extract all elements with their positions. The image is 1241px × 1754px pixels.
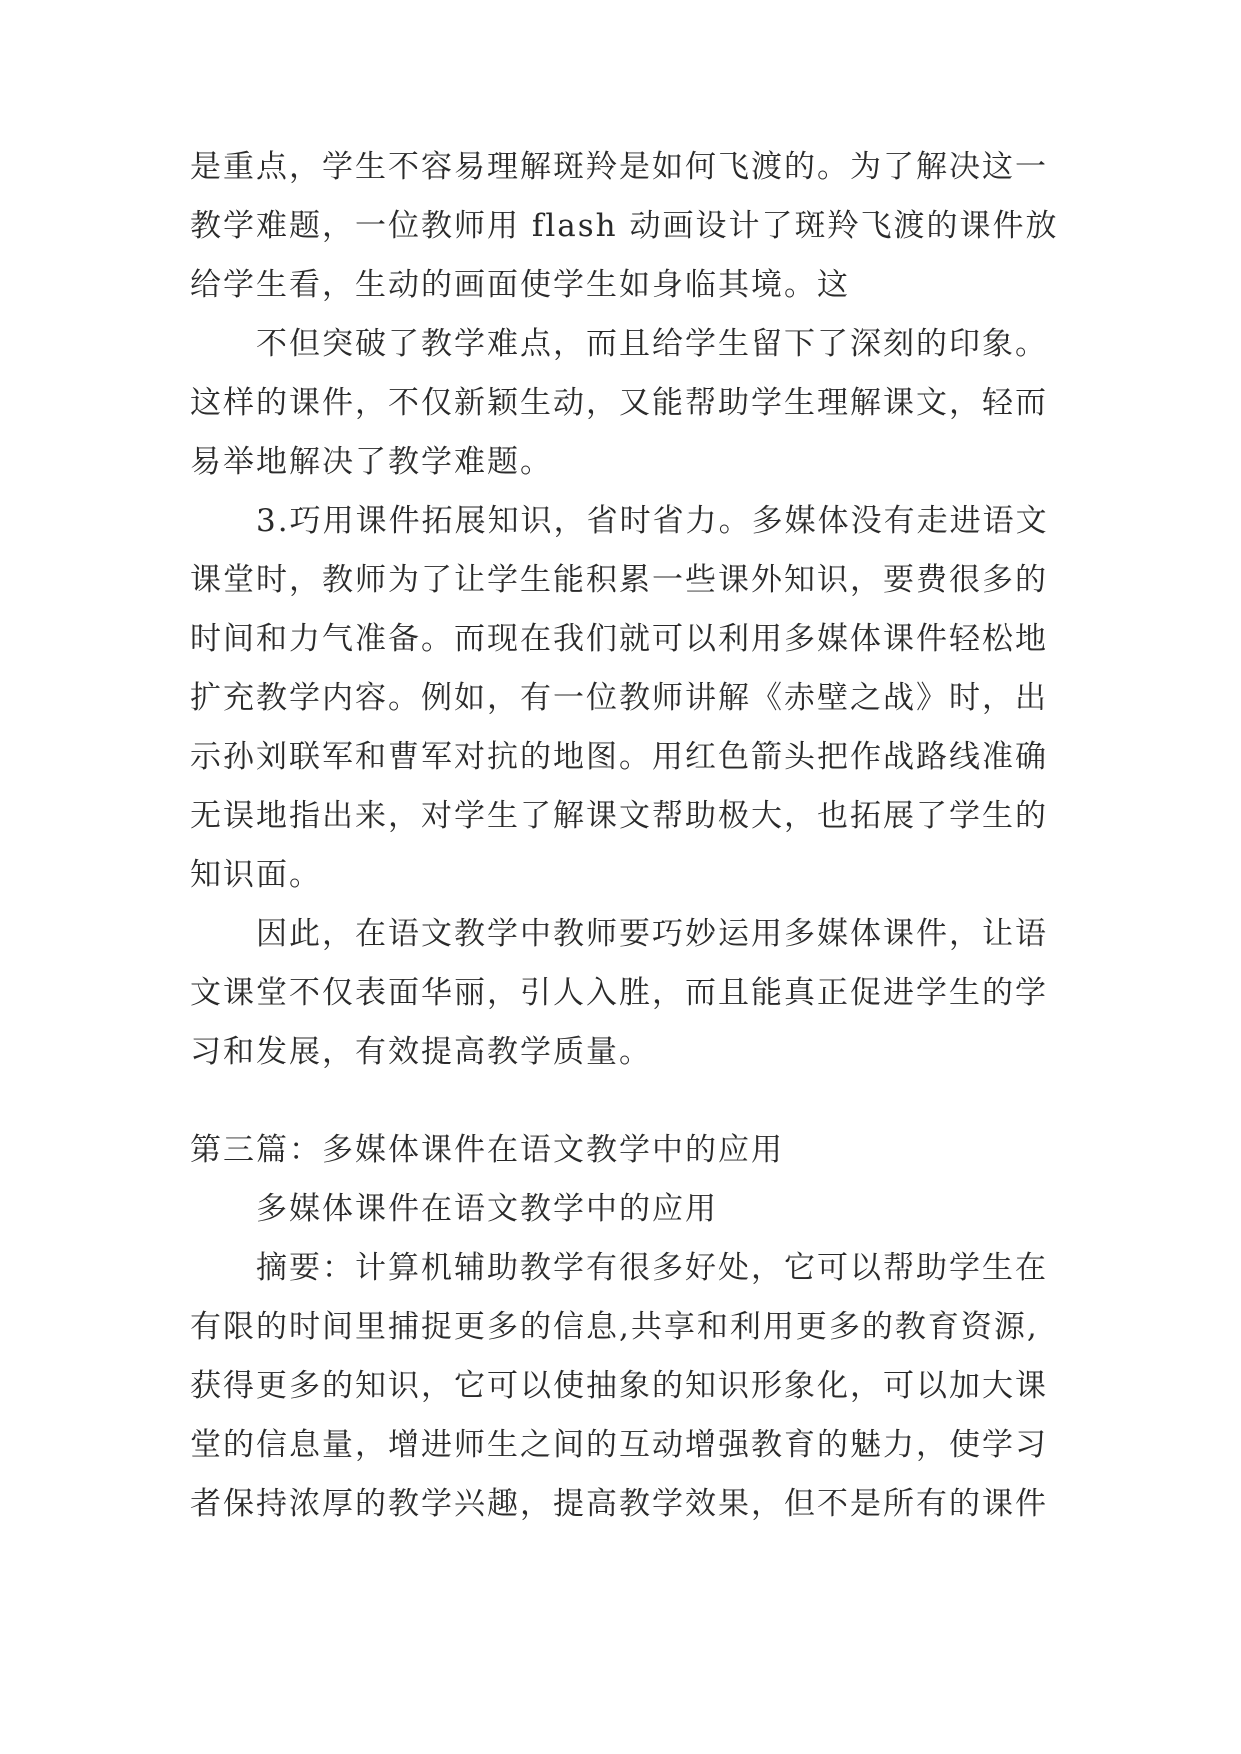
- text-line: 有限的时间里捕捉更多的信息,共享和利用更多的教育资源,: [190, 1309, 1039, 1345]
- paragraph-continuation: [190, 138, 1060, 315]
- text-line: 获得更多的知识，它可以使抽象的知识形象化，可以加大课: [190, 1368, 1048, 1404]
- text-line: 是重点，学生不容易理解斑羚是如何飞渡的。为了解决这一: [190, 149, 1048, 185]
- text-line: 因此，在语文教学中教师要巧妙运用多媒体课件，让语: [256, 916, 1048, 952]
- text-line: 课堂时，教师为了让学生能积累一些课外知识，要费很多的: [190, 562, 1048, 598]
- paragraph-abstract: [190, 1239, 1060, 1534]
- paragraph: [190, 492, 1060, 905]
- text-line: 这样的课件，不仅新颖生动，又能帮助学生理解课文，轻而: [190, 385, 1048, 421]
- text-line: 时间和力气准备。而现在我们就可以利用多媒体课件轻松地: [190, 621, 1048, 657]
- text-line: 示孙刘联军和曹军对抗的地图。用红色箭头把作战路线准确: [190, 739, 1048, 775]
- text-line: 堂的信息量，增进师生之间的互动增强教育的魅力，使学习: [190, 1427, 1048, 1463]
- text-line: 习和发展，有效提高教学质量。: [190, 1034, 652, 1070]
- text-line: 扩充教学内容。例如，有一位教师讲解《赤壁之战》时，出: [190, 680, 1048, 716]
- text-line: 摘要：计算机辅助教学有很多好处，它可以帮助学生在: [256, 1250, 1048, 1286]
- section-title: 多媒体课件在语文教学中的应用: [256, 1191, 718, 1227]
- paragraph: [190, 315, 1060, 492]
- section-heading: 第三篇：多媒体课件在语文教学中的应用: [190, 1132, 784, 1168]
- text-line: 知识面。: [190, 857, 322, 893]
- text-line: 无误地指出来，对学生了解课文帮助极大，也拓展了学生的: [190, 798, 1048, 834]
- text-line: 教学难题，一位教师用 flash 动画设计了斑羚飞渡的课件放: [190, 208, 1059, 244]
- text-line: 易举地解决了教学难题。: [190, 444, 553, 480]
- text-line: 文课堂不仅表面华丽，引人入胜，而且能真正促进学生的学: [190, 975, 1048, 1011]
- document-body: [190, 138, 1060, 1534]
- text-line: 不但突破了教学难点，而且给学生留下了深刻的印象。: [256, 326, 1048, 362]
- text-line: 3.巧用课件拓展知识，省时省力。多媒体没有走进语文: [256, 503, 1049, 539]
- text-line: 给学生看，生动的画面使学生如身临其境。这: [190, 267, 850, 303]
- section-spacer: [190, 1082, 1060, 1121]
- text-line: 者保持浓厚的教学兴趣，提高教学效果，但不是所有的课件: [190, 1486, 1048, 1522]
- paragraph: [190, 905, 1060, 1082]
